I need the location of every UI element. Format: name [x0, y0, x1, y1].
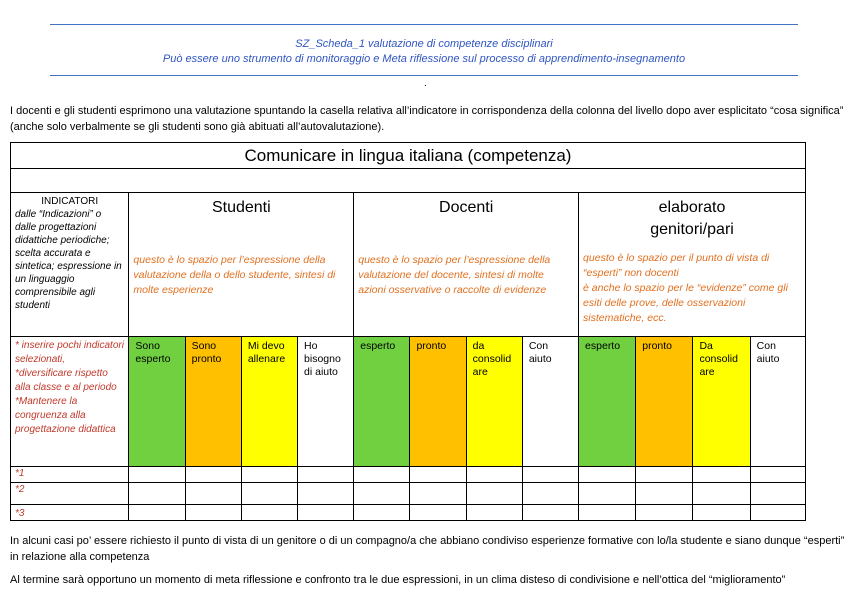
table-cell[interactable] — [298, 467, 354, 483]
table-cell[interactable] — [185, 467, 241, 483]
header-bottom-rule — [50, 75, 798, 76]
indicators-header-cell — [11, 193, 129, 337]
intro-paragraph: I docenti e gli studenti esprimono una valutazione spuntando la casella relativa all’indicatore in corrispondenza della colonna del livello dopo aver esplicitato “cosa significa” (anche solo verbalmente se gli studenti sono già abituati all’autovalutazione). — [10, 105, 844, 133]
table-cell[interactable] — [298, 505, 354, 521]
level-teachers-ready[interactable]: pronto — [410, 337, 466, 467]
table-cell[interactable] — [522, 505, 578, 521]
table-cell[interactable] — [693, 505, 750, 521]
table-cell[interactable] — [693, 467, 750, 483]
footer-paragraph-1: In alcuni casi po’ essere richiesto il punto di vista di un genitore o di un compagno/a che abbiano condiviso esperienze formative con lo/la studente e siano dunque “esperti” in relazione alla competenza — [10, 535, 845, 563]
group-students-desc: questo è lo spazio per l’espressione della valutazione della o dello studente, sintesi di molte esperienze — [133, 254, 336, 296]
table-cell[interactable] — [693, 483, 750, 505]
table-cell[interactable] — [354, 483, 410, 505]
table-cell[interactable] — [410, 483, 466, 505]
table-cell[interactable] — [410, 467, 466, 483]
table-cell[interactable] — [466, 467, 522, 483]
table-cell[interactable] — [636, 505, 693, 521]
table-title: Comunicare in lingua italiana (competenza) — [11, 143, 806, 169]
group-students — [129, 193, 354, 337]
group-teachers — [354, 193, 579, 337]
indicators-heading: INDICATORI — [41, 196, 99, 207]
group-students-title: Studenti — [211, 199, 271, 216]
group-teachers-desc: questo è lo spazio per l’espressione della valutazione del docente, sintesi di molte azioni osservative o raccolte di evidenze — [358, 254, 551, 296]
competence-table — [10, 142, 806, 521]
table-cell[interactable] — [241, 505, 297, 521]
table-cell[interactable] — [466, 483, 522, 505]
level-others-consolidate[interactable]: Da consolid are — [693, 337, 750, 467]
header-line-2: Può essere uno strumento di monitoraggio e Meta riflessione sul processo di apprendimento-insegnamento — [162, 53, 686, 65]
level-others-ready[interactable]: pronto — [636, 337, 693, 467]
table-cell[interactable] — [636, 467, 693, 483]
group-teachers-title: Docenti — [439, 199, 494, 216]
level-students-ready[interactable]: Sono pronto — [185, 337, 241, 467]
level-teachers-consolidate[interactable]: da consolid are — [466, 337, 522, 467]
level-others-help[interactable]: Con aiuto — [750, 337, 805, 467]
level-teachers-expert[interactable]: esperto — [354, 337, 410, 467]
table-cell[interactable] — [129, 483, 185, 505]
level-students-help[interactable]: Ho bisogno di aiuto — [298, 337, 354, 467]
table-cell[interactable] — [579, 483, 636, 505]
table-cell[interactable] — [241, 483, 297, 505]
table-cell[interactable] — [129, 505, 185, 521]
indicators-notes: * inserire pochi indicatori selezionati, *diversificare rispetto alla classe e al periodo *Mantenere la congruenza alla progettazione didattica — [11, 337, 129, 467]
level-students-practice[interactable]: Mi devo allenare — [241, 337, 297, 467]
header-dot: . — [424, 78, 427, 89]
table-cell[interactable] — [750, 505, 805, 521]
group-others-title: elaborato genitori/pari — [650, 199, 734, 238]
header-line-1: SZ_Scheda_1 valutazione di competenze disciplinari — [295, 38, 553, 50]
table-cell[interactable] — [522, 467, 578, 483]
table-cell[interactable] — [241, 467, 297, 483]
table-cell[interactable] — [185, 505, 241, 521]
table-cell[interactable] — [579, 467, 636, 483]
table-cell[interactable] — [298, 483, 354, 505]
indicator-row-1-label: *1 — [11, 467, 129, 483]
table-cell[interactable] — [750, 467, 805, 483]
table-cell[interactable] — [410, 505, 466, 521]
table-cell[interactable] — [750, 483, 805, 505]
empty-row — [11, 169, 806, 193]
indicator-row-3-label: *3 — [11, 505, 129, 521]
table-cell[interactable] — [129, 467, 185, 483]
indicator-row-2-label: *2 — [11, 483, 129, 505]
table-cell[interactable] — [636, 483, 693, 505]
header-top-rule — [50, 24, 798, 25]
level-teachers-help[interactable]: Con aiuto — [522, 337, 578, 467]
level-students-expert[interactable]: Sono esperto — [129, 337, 185, 467]
indicators-description: dalle “Indicazioni” o dalle progettazioni didattiche periodiche; scelta accurata e sintetica; espressione in un linguaggio comprensibile agli studenti — [15, 209, 122, 311]
group-others-desc: questo è lo spazio per il punto di vista di “esperti” non docenti è anche lo spazio per le “evidenze” come gli esiti delle prove, delle osservazioni sistematiche, ecc. — [583, 252, 788, 324]
table-cell[interactable] — [354, 505, 410, 521]
table-cell[interactable] — [466, 505, 522, 521]
table-cell[interactable] — [354, 467, 410, 483]
group-others — [579, 193, 806, 337]
table-cell[interactable] — [579, 505, 636, 521]
table-cell[interactable] — [522, 483, 578, 505]
footer-paragraph-2: Al termine sarà opportuno un momento di meta riflessione e confronto tra le due espressioni, in un clima disteso di condivisione e nell’ottica del “miglioramento” — [10, 574, 786, 586]
table-cell[interactable] — [185, 483, 241, 505]
level-others-expert[interactable]: esperto — [579, 337, 636, 467]
